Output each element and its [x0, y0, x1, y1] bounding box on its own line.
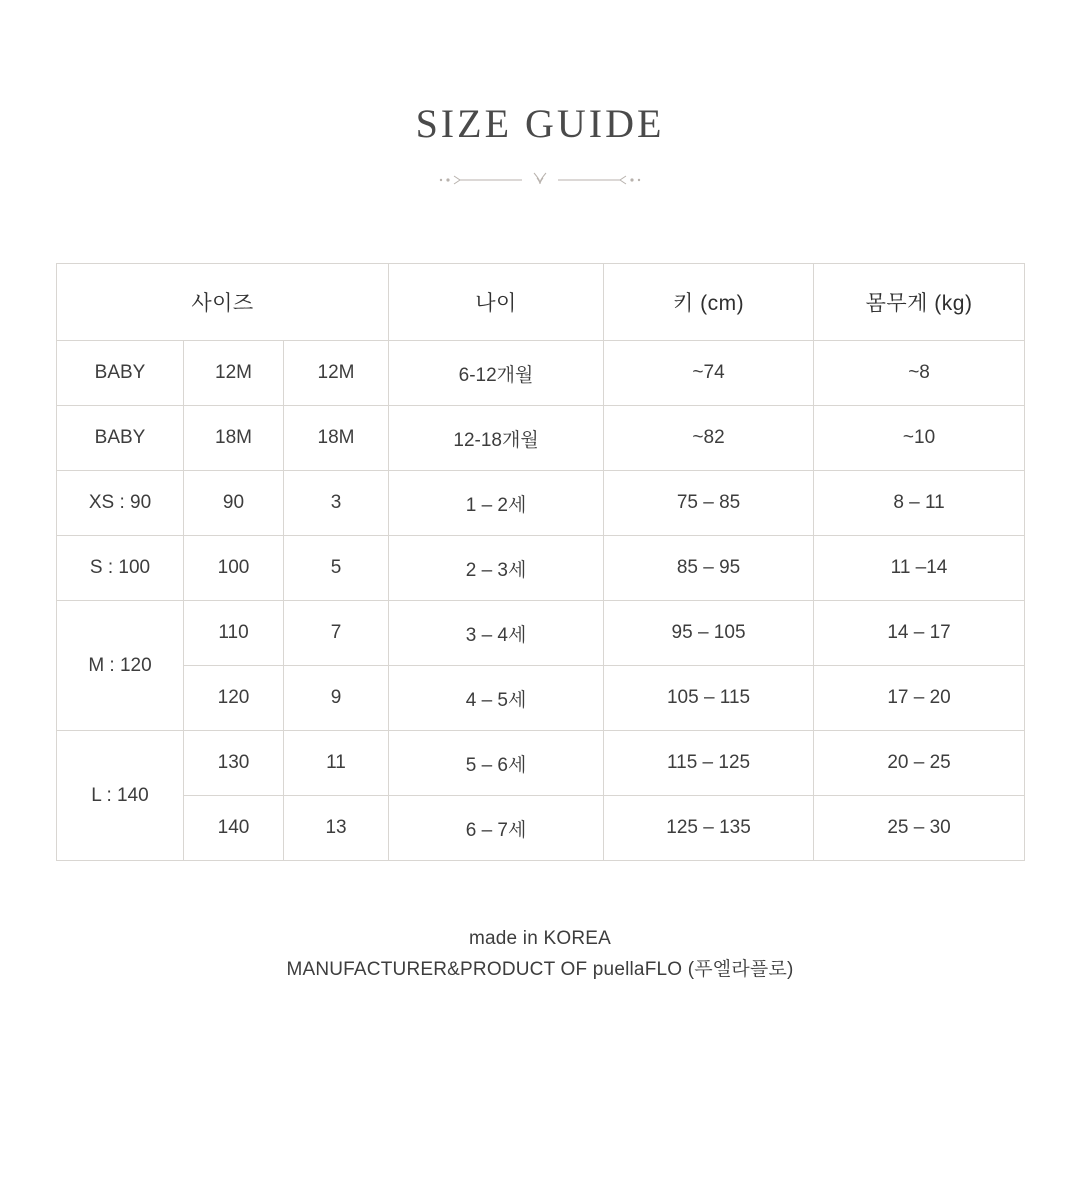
cell-group: L : 140 — [57, 731, 184, 861]
table-row — [57, 536, 1025, 601]
cell-group: BABY — [57, 406, 184, 471]
cell-size-plain: 3 — [284, 471, 389, 536]
cell-size-plain: 7 — [284, 601, 389, 666]
cell-age: 2 – 3세 — [389, 536, 604, 601]
cell-height: 105 – 115 — [604, 666, 814, 731]
table-head — [57, 264, 1025, 341]
cell-height: ~74 — [604, 341, 814, 406]
cell-age: 5 – 6세 — [389, 731, 604, 796]
cell-size-plain: 5 — [284, 536, 389, 601]
cell-size-red: 110 — [184, 601, 284, 666]
column-header-age: 나이 — [389, 264, 604, 341]
footer-line-made-in: made in KOREA — [469, 928, 611, 949]
size-guide-page — [0, 100, 1080, 1195]
cell-weight: ~8 — [814, 341, 1025, 406]
table-row — [57, 341, 1025, 406]
cell-height: 115 – 125 — [604, 731, 814, 796]
cell-size-plain: 11 — [284, 731, 389, 796]
cell-age: 6-12개월 — [389, 341, 604, 406]
cell-age: 12-18개월 — [389, 406, 604, 471]
cell-weight: 14 – 17 — [814, 601, 1025, 666]
table-row — [57, 731, 1025, 796]
cell-height: ~82 — [604, 406, 814, 471]
cell-weight: 20 – 25 — [814, 731, 1025, 796]
cell-group: XS : 90 — [57, 471, 184, 536]
cell-size-plain: 18M — [284, 406, 389, 471]
cell-size-red: 100 — [184, 536, 284, 601]
cell-weight: 17 – 20 — [814, 666, 1025, 731]
table-header-row — [57, 264, 1025, 341]
cell-size-red: 90 — [184, 471, 284, 536]
cell-group: M : 120 — [57, 601, 184, 731]
cell-weight: 8 – 11 — [814, 471, 1025, 536]
column-header-height: 키 (cm) — [604, 264, 814, 341]
cell-group: BABY — [57, 341, 184, 406]
cell-size-plain: 12M — [284, 341, 389, 406]
cell-size-red: 140 — [184, 796, 284, 861]
footer-line-manufacturer: MANUFACTURER&PRODUCT OF puellaFLO (푸엘라플로) — [286, 959, 794, 981]
column-header-weight: 몸무게 (kg) — [814, 264, 1025, 341]
flourish-divider-icon — [430, 165, 650, 195]
cell-size-red: 120 — [184, 666, 284, 731]
table-row — [57, 471, 1025, 536]
cell-age: 3 – 4세 — [389, 601, 604, 666]
cell-height: 75 – 85 — [604, 471, 814, 536]
size-table — [56, 263, 1025, 861]
table-row — [57, 666, 1025, 731]
page-title: SIZE GUIDE — [415, 101, 665, 146]
cell-age: 6 – 7세 — [389, 796, 604, 861]
cell-height: 85 – 95 — [604, 536, 814, 601]
cell-group: S : 100 — [57, 536, 184, 601]
cell-size-red: 130 — [184, 731, 284, 796]
cell-age: 4 – 5세 — [389, 666, 604, 731]
table-row — [57, 601, 1025, 666]
size-table-container — [56, 263, 1024, 861]
cell-size-red: 18M — [184, 406, 284, 471]
cell-size-red: 12M — [184, 341, 284, 406]
table-row — [57, 406, 1025, 471]
cell-size-plain: 13 — [284, 796, 389, 861]
cell-height: 95 – 105 — [604, 601, 814, 666]
cell-size-plain: 9 — [284, 666, 389, 731]
column-header-size: 사이즈 — [57, 264, 389, 341]
table-row — [57, 796, 1025, 861]
cell-age: 1 – 2세 — [389, 471, 604, 536]
cell-weight: ~10 — [814, 406, 1025, 471]
cell-weight: 25 – 30 — [814, 796, 1025, 861]
table-body — [57, 341, 1025, 861]
cell-height: 125 – 135 — [604, 796, 814, 861]
footer — [0, 923, 1080, 986]
cell-weight: 11 –14 — [814, 536, 1025, 601]
